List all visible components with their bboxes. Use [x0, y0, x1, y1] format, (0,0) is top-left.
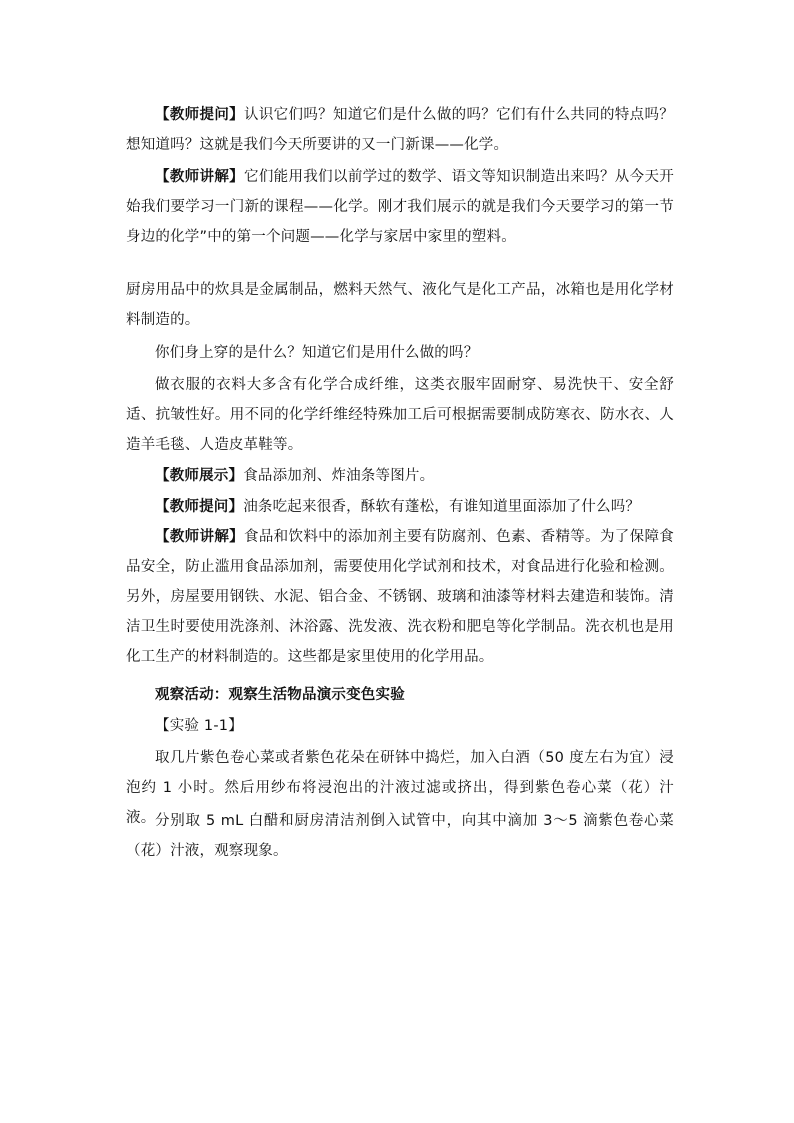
paragraph-text: 厨房用品中的炊具是金属制品，燃料天然气、液化气是化工产品，冰箱也是用化学材料制造的。	[126, 282, 674, 328]
experiment-label	[126, 711, 674, 741]
paragraph-teacher-show	[126, 461, 674, 491]
section-heading-observation	[126, 680, 674, 710]
paragraph-text: 你们身上穿的是什么？知道它们是用什么做的吗？	[155, 345, 479, 361]
paragraph-teacher-question-1	[126, 100, 674, 160]
paragraph-experiment-procedure	[126, 806, 674, 866]
paragraph-text: 食品和饮料中的添加剂主要有防腐剂、色素、香精等。为了保障食品安全，防止滥用食品添加剂，需要使用化学试剂和技术，对食品进行化验和检测。另外，房屋要用钢铁、水泥、铝合金、不锈钢、玻璃和油漆等材料去建造和装饰。清洁卫生时要使用洗涤剂、沐浴露、洗发液、洗衣粉和肥皂等化学制品。洗衣机也是用化工生产的材料制造的。这些都是家里使用的化学用品。	[126, 529, 674, 665]
paragraph-kitchen	[126, 275, 674, 335]
paragraph-teacher-question-2	[126, 492, 674, 522]
label-teacher-question: 【教师提问】	[155, 499, 244, 515]
paragraph-text: 认识它们吗？知道它们是什么做的吗？它们有什么共同的特点吗？想知道吗？这就是我们今天所要讲的又一门新课——化学。	[126, 107, 674, 153]
paragraph-text: 它们能用我们以前学过的数学、语文等知识制造出来吗？从今天开始我们要学习一门新的课程——化学。刚才我们展示的就是我们今天要学习的第一节身边的化学”中的第一个问题——化学与家居中家里的塑料。	[126, 169, 674, 245]
paragraph-teacher-explain-1	[126, 162, 674, 252]
paragraph-teacher-explain-2	[126, 522, 674, 672]
paragraph-text: 分别取 5 mL 白醋和厨房清洁剂倒入试管中，向其中滴加 3～5 滴紫色卷心菜（花）汁液，观察现象。	[126, 813, 674, 859]
label-teacher-explain: 【教师讲解】	[155, 169, 244, 185]
label-teacher-explain: 【教师讲解】	[155, 529, 244, 545]
label-teacher-question: 【教师提问】	[155, 107, 244, 123]
label-teacher-show: 【教师展示】	[155, 468, 244, 484]
paragraph-clothes-answer	[126, 370, 674, 460]
paragraph-text: 取几片紫色卷心菜或者紫色花朵在研钵中捣烂，加入白酒（50 度左右为宜）浸泡约 1 小时。然后用纱布将浸泡出的汁液过滤或挤出，得到紫色卷心菜（花）汁液。	[126, 750, 674, 826]
heading-text: 观察活动：观察生活物品演示变色实验	[155, 687, 405, 703]
paragraph-text: 食品添加剂、炸油条等图片。	[243, 468, 435, 484]
paragraph-text: 【实验 1-1】	[155, 718, 243, 734]
paragraph-text: 做衣服的衣料大多含有化学合成纤维，这类衣服牢固耐穿、易洗快干、安全舒适、抗皱性好。用不同的化学纤维经特殊加工后可根据需要制成防寒衣、防水衣、人造羊毛毯、人造皮革鞋等。	[126, 377, 674, 453]
paragraph-clothes-question	[126, 338, 674, 368]
paragraph-text: 油条吃起来很香，酥软有蓬松，有谁知道里面添加了什么吗？	[243, 499, 641, 515]
